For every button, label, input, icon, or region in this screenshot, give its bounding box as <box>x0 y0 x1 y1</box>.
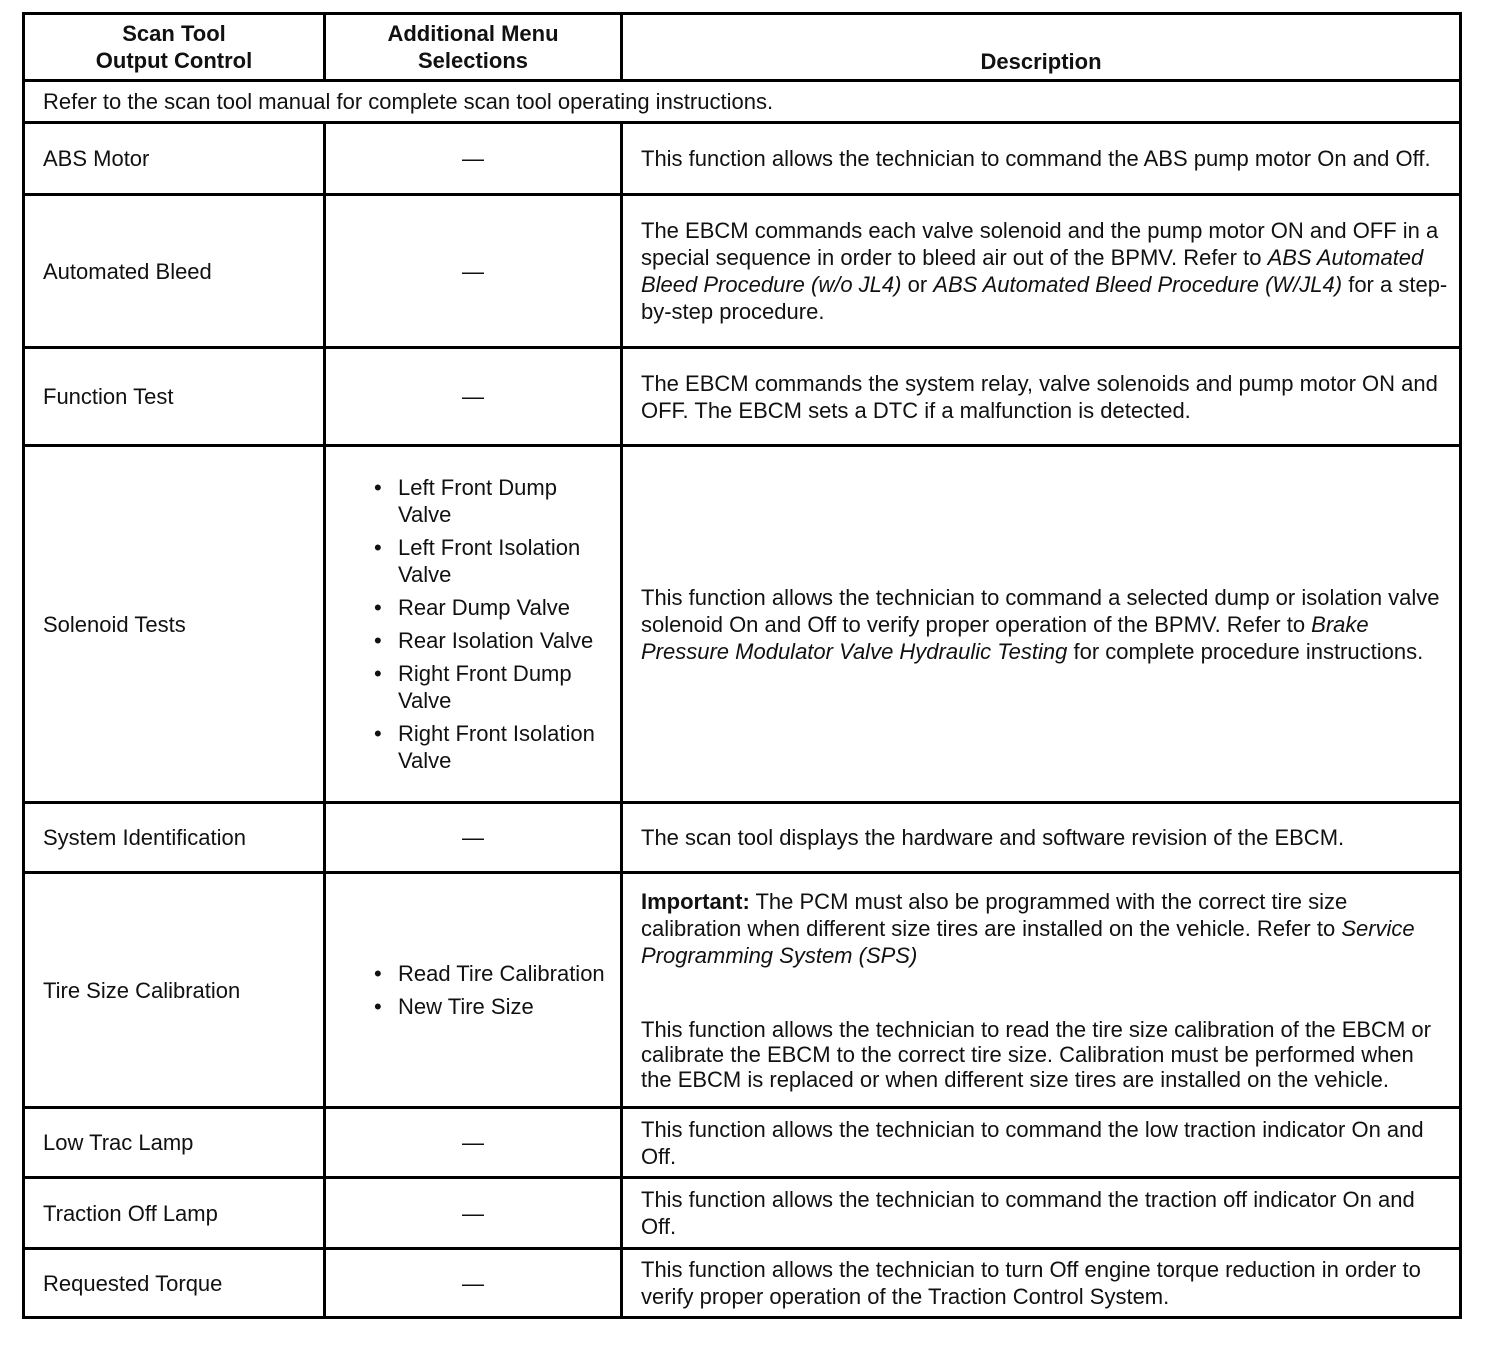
selection-list-cell <box>325 873 622 1108</box>
important-note <box>641 888 1449 969</box>
description-text: This function allows the technician to command a selected dump or isolation valve solenoid On and Off to verify proper operation of the BPMV. Refer to <box>641 584 1440 637</box>
header-col1-line2: Output Control <box>95 48 253 73</box>
header-description: Description <box>622 14 1461 81</box>
list-item: • Right Front Isolation Valve <box>374 720 610 774</box>
control-name: ABS Motor <box>24 123 325 195</box>
header-scan-tool-output-control <box>24 14 325 81</box>
table-row <box>24 446 1461 803</box>
control-name: Requested Torque <box>24 1249 325 1318</box>
selection-dash: — <box>325 195 622 348</box>
list-item: • Right Front Dump Valve <box>374 660 610 714</box>
selection-list-cell <box>325 446 622 803</box>
header-col2-line2: Selections <box>417 48 529 73</box>
selection-list <box>336 474 610 774</box>
description-text: for complete procedure instructions. <box>1067 638 1424 664</box>
list-item: • New Tire Size <box>374 993 610 1020</box>
description <box>622 195 1461 348</box>
control-name: Low Trac Lamp <box>24 1108 325 1178</box>
output-control-table <box>22 12 1462 1319</box>
header-row <box>24 14 1461 81</box>
table-row <box>24 195 1461 348</box>
description: The scan tool displays the hardware and software revision of the EBCM. <box>622 803 1461 873</box>
control-name: Solenoid Tests <box>24 446 325 803</box>
selection-dash: — <box>325 803 622 873</box>
selection-dash: — <box>325 123 622 195</box>
description <box>622 873 1461 1108</box>
control-name: System Identification <box>24 803 325 873</box>
procedure-reference: ABS Automated Bleed Procedure (w/o JL4) <box>641 245 1424 297</box>
procedure-reference: Brake Pressure Modulator Valve Hydraulic Testing <box>641 611 1369 664</box>
procedure-reference: ABS Automated Bleed Procedure (W/JL4) <box>933 272 1343 297</box>
selection-dash: — <box>325 1178 622 1249</box>
list-item: • Rear Isolation Valve <box>374 627 610 654</box>
table-row <box>24 873 1461 1108</box>
note-text: Refer to the scan tool manual for complete scan tool operating instructions. <box>24 81 1461 123</box>
description: The EBCM commands the system relay, valve solenoids and pump motor ON and OFF. The EBCM sets a DTC if a malfunction is detected. <box>622 348 1461 446</box>
table-row <box>24 1108 1461 1178</box>
description-text: The EBCM commands each valve solenoid and the pump motor ON and OFF in a special sequence in order to bleed air out of the BPMV. Refer to <box>641 218 1439 270</box>
table-row <box>24 123 1461 195</box>
description: This function allows the technician to command the traction off indicator On and Off. <box>622 1178 1461 1249</box>
description: This function allows the technician to command the ABS pump motor On and Off. <box>622 123 1461 195</box>
table-row <box>24 1249 1461 1318</box>
important-label: Important: <box>641 889 750 914</box>
important-text: The PCM must also be programmed with the correct tire size calibration when different size tires are installed on the vehicle. Refer to <box>641 889 1348 941</box>
header-col1-line1: Scan Tool <box>122 21 226 46</box>
selection-dash: — <box>325 1249 622 1318</box>
table-row <box>24 348 1461 446</box>
selection-dash: — <box>325 1108 622 1178</box>
procedure-reference: Service Programming System (SPS) <box>641 916 1415 968</box>
selection-list <box>336 960 610 1020</box>
control-name: Automated Bleed <box>24 195 325 348</box>
list-item: • Rear Dump Valve <box>374 594 610 621</box>
control-name: Traction Off Lamp <box>24 1178 325 1249</box>
table-row <box>24 803 1461 873</box>
list-item: • Left Front Isolation Valve <box>374 534 610 588</box>
description: This function allows the technician to turn Off engine torque reduction in order to verify proper operation of the Traction Control System. <box>622 1249 1461 1318</box>
selection-dash: — <box>325 348 622 446</box>
control-name: Tire Size Calibration <box>24 873 325 1108</box>
header-col2-line1: Additional Menu <box>387 21 559 46</box>
control-name: Function Test <box>24 348 325 446</box>
list-item: • Left Front Dump Valve <box>374 474 610 528</box>
header-additional-menu-selections <box>325 14 622 81</box>
description <box>622 446 1461 803</box>
note-row <box>24 81 1461 123</box>
list-item: • Read Tire Calibration <box>374 960 610 987</box>
description-text: This function allows the technician to read the tire size calibration of the EBCM or calibrate the EBCM to the correct tire size. Calibration must be performed when the EBCM is replaced or when different size tires are installed on the vehicle. <box>641 1017 1431 1092</box>
description-text: or <box>901 272 934 297</box>
table-row <box>24 1178 1461 1249</box>
description: This function allows the technician to command the low traction indicator On and Off. <box>622 1108 1461 1178</box>
description-text: for a step-by-step procedure. <box>641 272 1448 324</box>
